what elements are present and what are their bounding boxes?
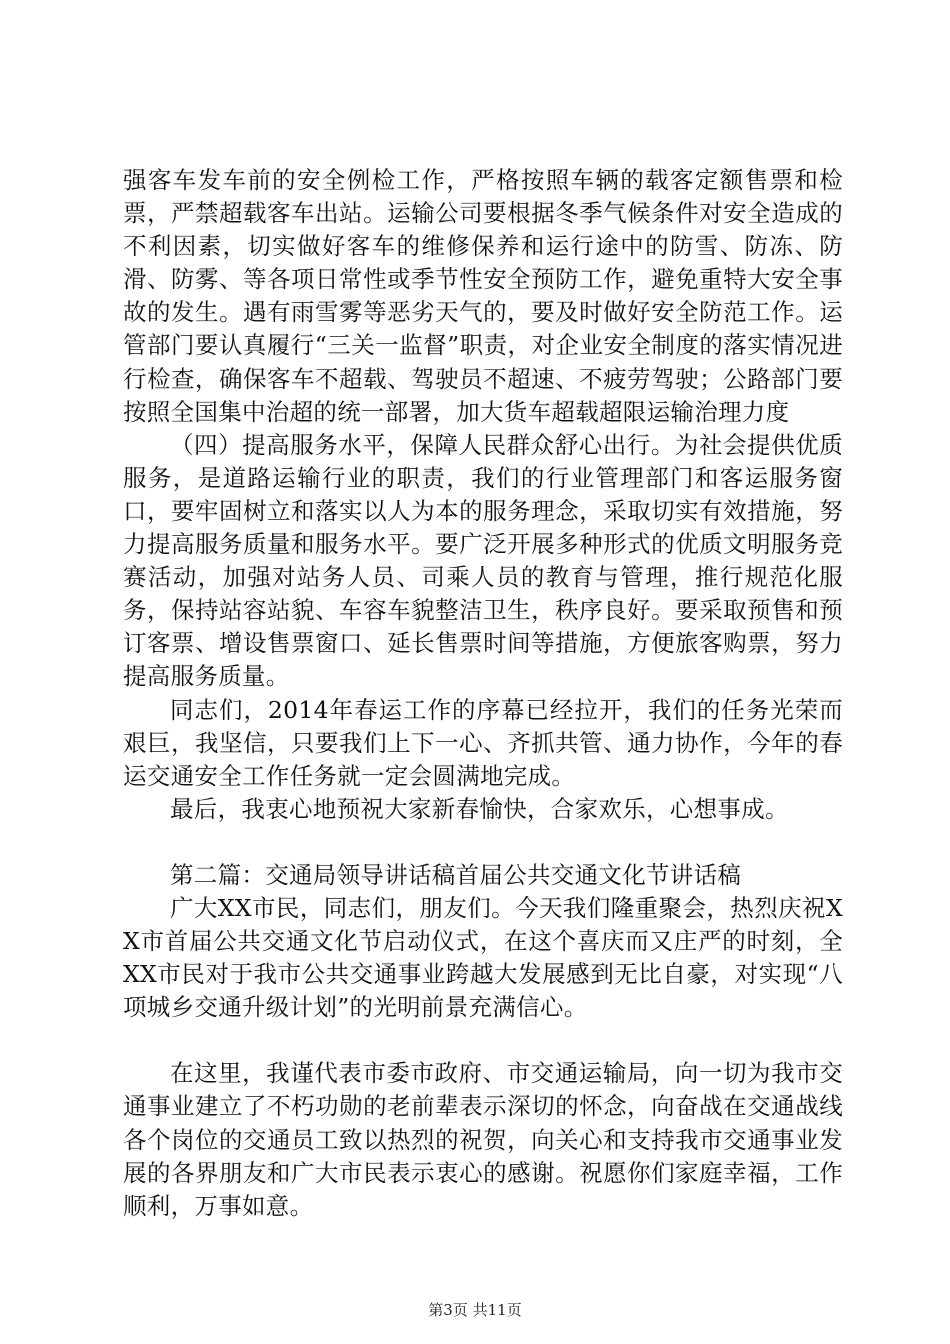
paragraph-gratitude: 在这里，我谨代表市委市政府、市交通运输局，向一切为我市交通事业建立了不朽功勋的老前辈表示深切的怀念，向奋战在交通战线各个岗位的交通员工致以热烈的祝贺，向关心和支持我市交通事业发展的各界朋友和广大市民表示衷心的感谢。祝愿你们家庭幸福，工作顺利，万事如意。 (123, 1059, 843, 1220)
paragraph-festival-opening: 广大XX市民，同志们，朋友们。今天我们隆重聚会，热烈庆祝XX市首届公共交通文化节启动仪式，在这个喜庆而又庄严的时刻，全XX市民对于我市公共交通事业跨越大发展感到无比自豪，对实现“八项城乡交通升级计划”的光明前景充满信心。 (123, 893, 843, 1022)
paragraph-spacer (123, 826, 843, 859)
document-body (123, 164, 843, 1223)
paragraph-spacer (123, 1024, 843, 1057)
page-number-footer: 第3页 共11页 (428, 1301, 522, 1319)
paragraph-comrades: 同志们，2014年春运工作的序幕已经拉开，我们的任务光荣而艰巨，我坚信，只要我们上下一心、齐抓共管、通力协作，今年的春运交通安全工作任务就一定会圆满地完成。 (123, 695, 843, 790)
paragraph-closing-wishes: 最后，我衷心地预祝大家新春愉快，合家欢乐，心想事成。 (170, 794, 789, 823)
paragraph-service-level: （四）提高服务水平，保障人民群众舒心出行。为社会提供优质服务，是道路运输行业的职责，我们的行业管理部门和客运服务窗口，要牢固树立和落实以人为本的服务理念，采取切实有效措施，努力提高服务质量和服务水平。要广泛开展多种形式的优质文明服务竞赛活动，加强对站务人员、司乘人员的教育与管理，推行规范化服务，保持站容站貌、车容车貌整洁卫生，秩序良好。要采取预售和预订客票、增设售票窗口、延长售票时间等措施，方便旅客购票，努力提高服务质量。 (123, 430, 843, 691)
section-heading-part-two: 第二篇：交通局领导讲话稿首届公共交通文化节讲话稿 (170, 860, 742, 889)
paragraph-safety-inspection: 强客车发车前的安全例检工作，严格按照车辆的载客定额售票和检票，严禁超载客车出站。运输公司要根据冬季气候条件对安全造成的不利因素，切实做好客车的维修保养和运行途中的防雪、防冻、防滑、防雾、等各项日常性或季节性安全预防工作，避免重特大安全事故的发生。遇有雨雪雾等恶劣天气的，要及时做好安全防范工作。运管部门要认真履行“三关一监督”职责，对企业安全制度的落实情况进行检查，确保客车不超载、驾驶员不超速、不疲劳驾驶；公路部门要按照全国集中治超的统一部署，加大货车超载超限运输治理力度 (123, 166, 843, 426)
